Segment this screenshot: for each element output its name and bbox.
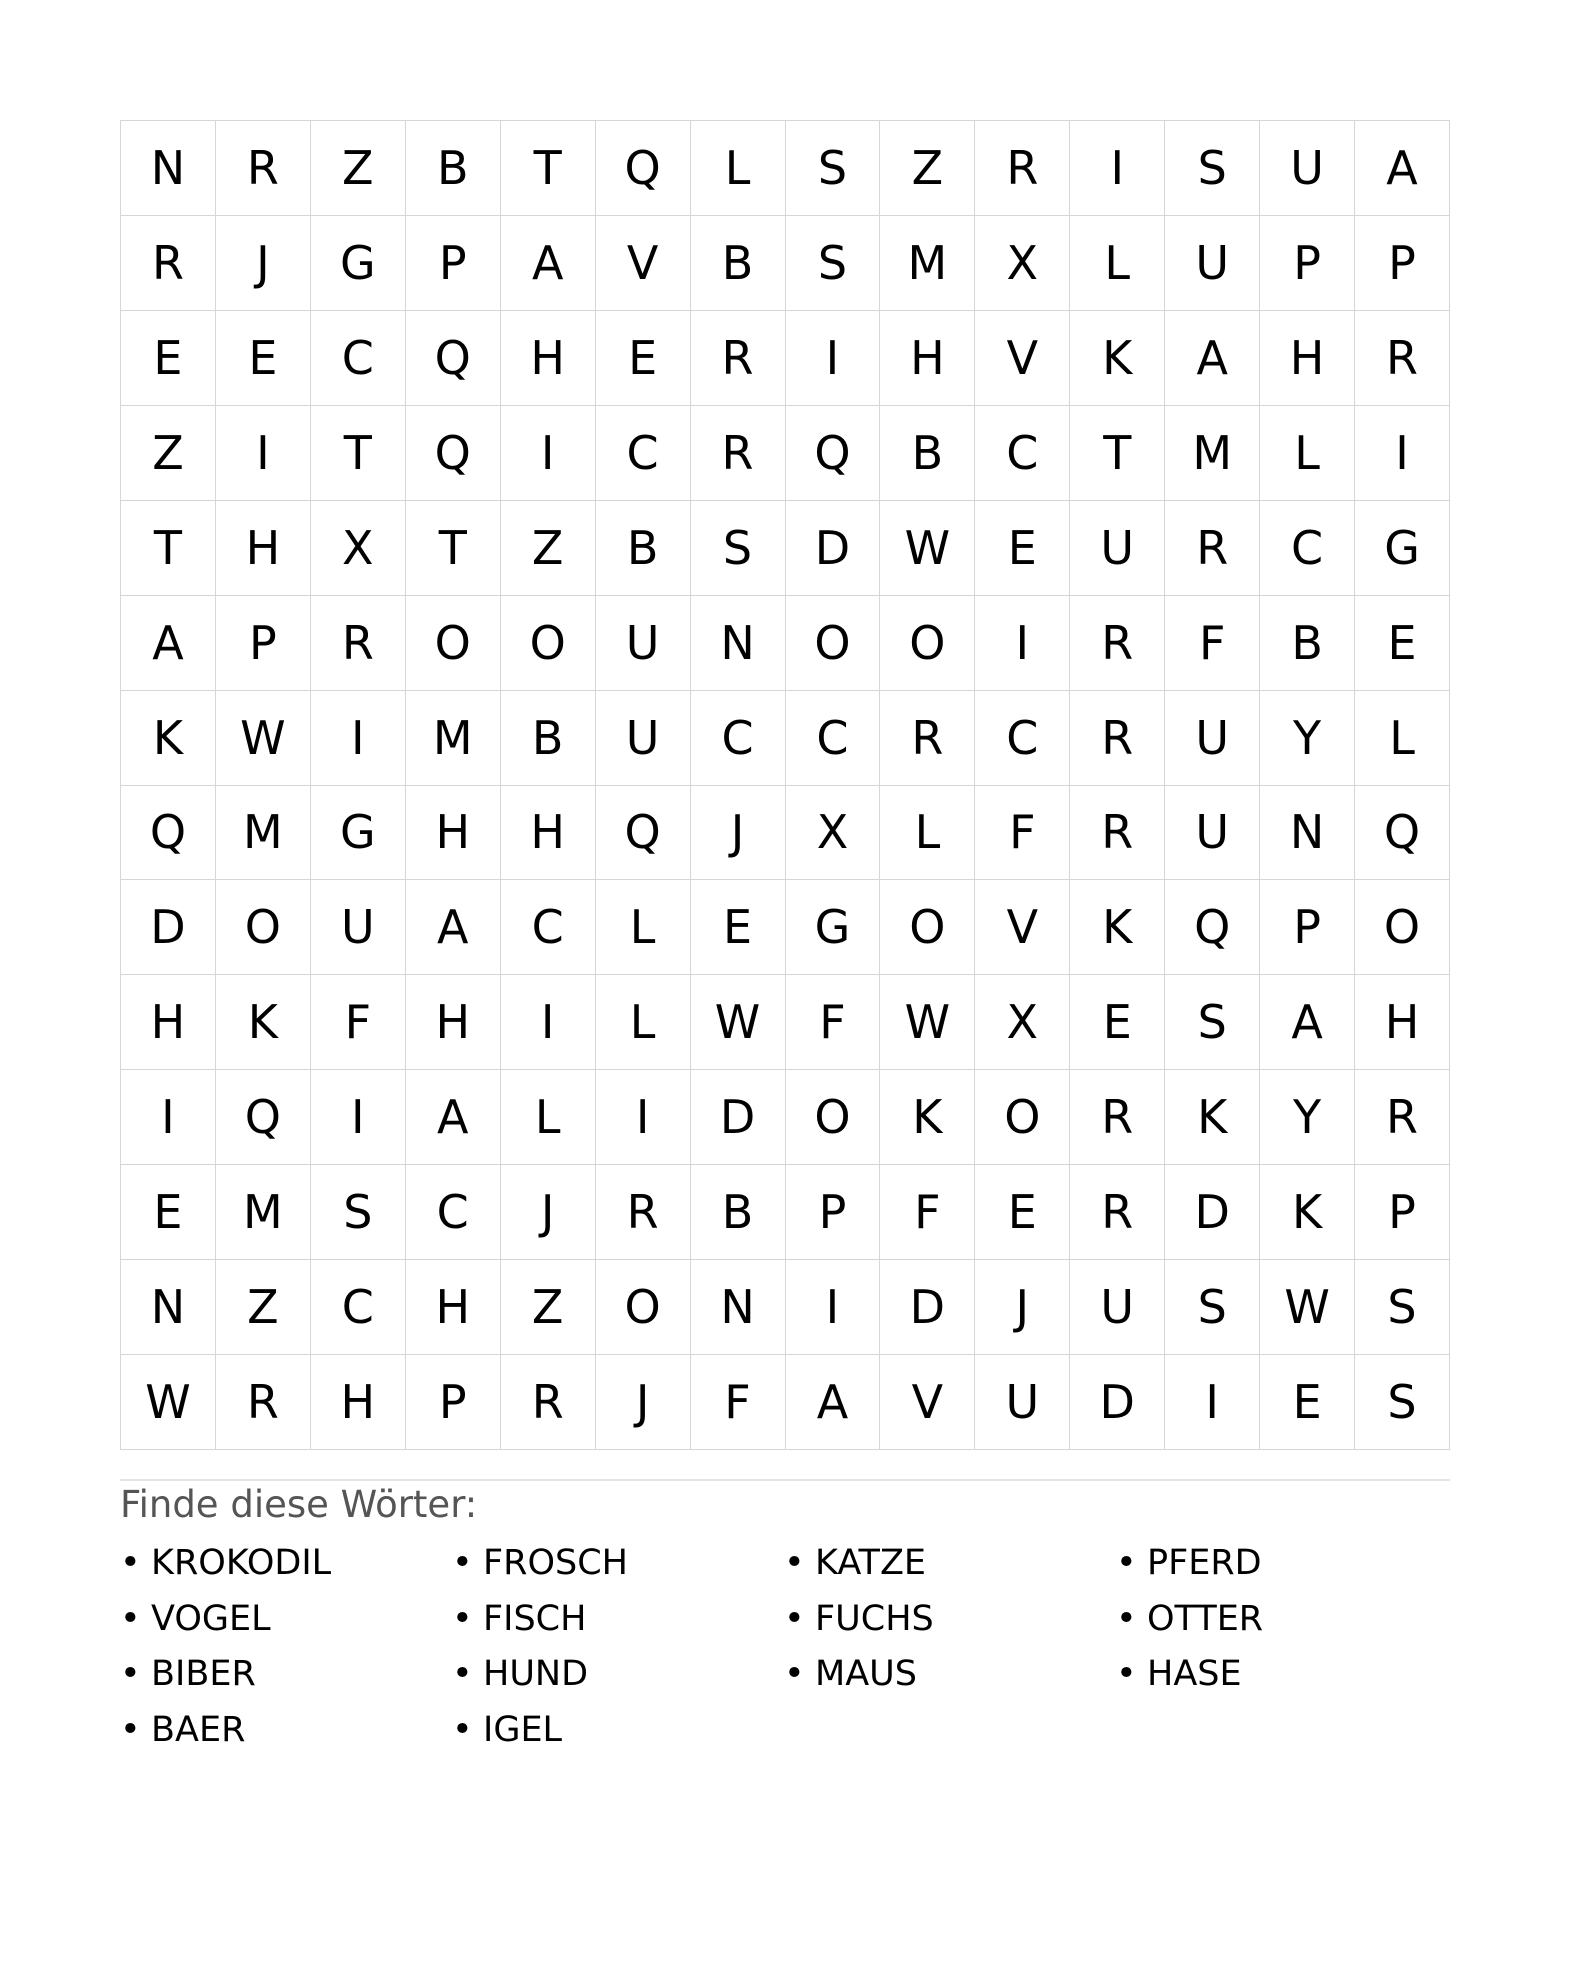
- grid-cell[interactable]: W: [121, 1355, 216, 1450]
- word-list-item: [452, 1707, 784, 1763]
- grid-cell[interactable]: A: [1355, 121, 1450, 216]
- grid-cell[interactable]: U: [1165, 216, 1260, 311]
- grid-cell[interactable]: O: [501, 596, 596, 691]
- grid-cell[interactable]: S: [786, 121, 881, 216]
- grid-cell[interactable]: F: [880, 1165, 975, 1260]
- grid-cell[interactable]: V: [975, 880, 1070, 975]
- grid-cell[interactable]: S: [1165, 1260, 1260, 1355]
- grid-cell[interactable]: Q: [596, 121, 691, 216]
- grid-cell[interactable]: I: [1070, 121, 1165, 216]
- grid-cell[interactable]: H: [501, 311, 596, 406]
- grid-cell[interactable]: I: [121, 1070, 216, 1165]
- grid-cell[interactable]: C: [786, 691, 881, 786]
- grid-cell[interactable]: H: [121, 975, 216, 1070]
- grid-cell[interactable]: W: [880, 975, 975, 1070]
- grid-cell[interactable]: J: [501, 1165, 596, 1260]
- grid-cell[interactable]: E: [596, 311, 691, 406]
- grid-cell[interactable]: Z: [216, 1260, 311, 1355]
- grid-cell[interactable]: X: [975, 216, 1070, 311]
- word-label: BIBER: [151, 1654, 256, 1694]
- grid-cell[interactable]: M: [406, 691, 501, 786]
- grid-cell[interactable]: J: [691, 786, 786, 881]
- bullet-icon: •: [1116, 1654, 1137, 1694]
- grid-cell[interactable]: W: [880, 501, 975, 596]
- grid-cell[interactable]: M: [1165, 406, 1260, 501]
- grid-cell[interactable]: V: [880, 1355, 975, 1450]
- grid-cell[interactable]: F: [786, 975, 881, 1070]
- grid-cell[interactable]: C: [975, 406, 1070, 501]
- grid-cell[interactable]: S: [1165, 975, 1260, 1070]
- word-label: KROKODIL: [151, 1543, 332, 1583]
- grid-cell[interactable]: B: [1260, 596, 1355, 691]
- grid-cell[interactable]: P: [406, 1355, 501, 1450]
- grid-cell[interactable]: E: [1260, 1355, 1355, 1450]
- grid-cell[interactable]: N: [1260, 786, 1355, 881]
- grid-cell[interactable]: L: [1260, 406, 1355, 501]
- grid-cell[interactable]: P: [1355, 1165, 1450, 1260]
- grid-cell[interactable]: W: [216, 691, 311, 786]
- grid-cell[interactable]: R: [1355, 1070, 1450, 1165]
- grid-cell[interactable]: Q: [406, 406, 501, 501]
- grid-cell[interactable]: S: [1355, 1355, 1450, 1450]
- word-list-item: [452, 1651, 784, 1707]
- word-label: IGEL: [483, 1709, 563, 1750]
- grid-cell[interactable]: J: [975, 1260, 1070, 1355]
- grid-cell[interactable]: U: [596, 596, 691, 691]
- grid-cell[interactable]: L: [596, 880, 691, 975]
- word-list-item: [1116, 1540, 1448, 1596]
- grid-cell[interactable]: R: [501, 1355, 596, 1450]
- grid-cell[interactable]: Q: [1355, 786, 1450, 881]
- grid-cell[interactable]: R: [1070, 691, 1165, 786]
- word-label: KATZE: [815, 1543, 927, 1583]
- grid-cell[interactable]: R: [1070, 1165, 1165, 1260]
- grid-cell[interactable]: R: [121, 216, 216, 311]
- grid-cell[interactable]: I: [501, 975, 596, 1070]
- grid-cell[interactable]: C: [975, 691, 1070, 786]
- grid-cell[interactable]: E: [975, 501, 1070, 596]
- grid-cell[interactable]: C: [311, 311, 406, 406]
- grid-cell[interactable]: M: [216, 1165, 311, 1260]
- grid-cell[interactable]: X: [975, 975, 1070, 1070]
- grid-cell[interactable]: F: [1165, 596, 1260, 691]
- grid-cell[interactable]: I: [311, 1070, 406, 1165]
- grid-cell[interactable]: K: [1165, 1070, 1260, 1165]
- bullet-icon: •: [120, 1709, 141, 1750]
- grid-cell[interactable]: K: [1070, 311, 1165, 406]
- grid-cell[interactable]: A: [1260, 975, 1355, 1070]
- word-list-item: [1116, 1651, 1448, 1707]
- grid-cell[interactable]: Y: [1260, 691, 1355, 786]
- grid-cell[interactable]: Q: [406, 311, 501, 406]
- grid-cell[interactable]: O: [596, 1260, 691, 1355]
- grid-cell[interactable]: R: [216, 121, 311, 216]
- word-list-item: [452, 1596, 784, 1652]
- grid-cell[interactable]: H: [406, 786, 501, 881]
- word-list-item: [784, 1596, 1116, 1652]
- grid-cell[interactable]: Z: [501, 501, 596, 596]
- grid-cell[interactable]: I: [596, 1070, 691, 1165]
- word-label: HUND: [483, 1654, 589, 1694]
- grid-cell[interactable]: W: [1260, 1260, 1355, 1355]
- grid-cell[interactable]: I: [501, 406, 596, 501]
- bullet-icon: •: [452, 1654, 473, 1694]
- grid-cell[interactable]: U: [1070, 501, 1165, 596]
- grid-cell[interactable]: R: [311, 596, 406, 691]
- grid-cell[interactable]: T: [406, 501, 501, 596]
- grid-cell[interactable]: F: [975, 786, 1070, 881]
- grid-cell[interactable]: R: [1070, 1070, 1165, 1165]
- grid-cell[interactable]: N: [691, 596, 786, 691]
- grid-cell[interactable]: Q: [596, 786, 691, 881]
- grid-cell[interactable]: E: [121, 1165, 216, 1260]
- grid-cell[interactable]: G: [1355, 501, 1450, 596]
- word-list-item: [120, 1596, 452, 1652]
- grid-cell[interactable]: N: [121, 121, 216, 216]
- grid-cell[interactable]: Q: [121, 786, 216, 881]
- word-search-grid: [120, 120, 1450, 1450]
- grid-cell[interactable]: D: [786, 501, 881, 596]
- word-list-item: [120, 1707, 452, 1763]
- grid-cell[interactable]: O: [786, 1070, 881, 1165]
- word-label: BAER: [151, 1709, 246, 1750]
- grid-cell[interactable]: U: [1260, 121, 1355, 216]
- word-label: FISCH: [483, 1598, 587, 1639]
- grid-cell[interactable]: E: [121, 311, 216, 406]
- grid-cell[interactable]: Y: [1260, 1070, 1355, 1165]
- grid-cell[interactable]: H: [501, 786, 596, 881]
- grid-cell[interactable]: H: [880, 311, 975, 406]
- word-list: [120, 1540, 1450, 1762]
- grid-cell[interactable]: B: [691, 1165, 786, 1260]
- grid-cell[interactable]: G: [311, 786, 406, 881]
- bullet-icon: •: [1116, 1598, 1137, 1639]
- grid-cell[interactable]: L: [1355, 691, 1450, 786]
- grid-cell[interactable]: U: [1165, 691, 1260, 786]
- grid-cell[interactable]: K: [121, 691, 216, 786]
- grid-cell[interactable]: U: [1070, 1260, 1165, 1355]
- grid-cell[interactable]: E: [1070, 975, 1165, 1070]
- grid-cell[interactable]: T: [1070, 406, 1165, 501]
- grid-cell[interactable]: M: [216, 786, 311, 881]
- grid-cell[interactable]: A: [786, 1355, 881, 1450]
- grid-cell[interactable]: Z: [880, 121, 975, 216]
- grid-cell[interactable]: A: [501, 216, 596, 311]
- bullet-icon: •: [784, 1598, 805, 1639]
- grid-cell[interactable]: G: [311, 216, 406, 311]
- grid-cell[interactable]: O: [880, 596, 975, 691]
- grid-cell[interactable]: V: [596, 216, 691, 311]
- grid-cell[interactable]: P: [406, 216, 501, 311]
- grid-cell[interactable]: N: [121, 1260, 216, 1355]
- word-label: HASE: [1147, 1654, 1242, 1694]
- grid-cell[interactable]: H: [406, 975, 501, 1070]
- grid-cell[interactable]: R: [1070, 596, 1165, 691]
- grid-cell[interactable]: H: [1355, 975, 1450, 1070]
- grid-cell[interactable]: L: [691, 121, 786, 216]
- grid-cell[interactable]: P: [786, 1165, 881, 1260]
- grid-cell[interactable]: Q: [216, 1070, 311, 1165]
- word-list-title: Finde diese Wörter:: [120, 1483, 478, 1526]
- grid-cell[interactable]: I: [216, 406, 311, 501]
- grid-cell[interactable]: G: [786, 880, 881, 975]
- grid-cell[interactable]: L: [1070, 216, 1165, 311]
- grid-cell[interactable]: B: [501, 691, 596, 786]
- grid-cell[interactable]: D: [691, 1070, 786, 1165]
- grid-cell[interactable]: I: [786, 311, 881, 406]
- grid-cell[interactable]: V: [975, 311, 1070, 406]
- grid-cell[interactable]: Q: [786, 406, 881, 501]
- grid-cell[interactable]: C: [691, 691, 786, 786]
- grid-cell[interactable]: L: [596, 975, 691, 1070]
- bullet-icon: •: [784, 1543, 805, 1583]
- grid-cell[interactable]: S: [691, 501, 786, 596]
- grid-cell[interactable]: R: [880, 691, 975, 786]
- grid-cell[interactable]: B: [691, 216, 786, 311]
- grid-cell[interactable]: I: [975, 596, 1070, 691]
- grid-cell[interactable]: C: [1260, 501, 1355, 596]
- grid-cell[interactable]: I: [311, 691, 406, 786]
- grid-cell[interactable]: S: [786, 216, 881, 311]
- grid-cell[interactable]: U: [311, 880, 406, 975]
- grid-cell[interactable]: R: [1070, 786, 1165, 881]
- bullet-icon: •: [120, 1598, 141, 1639]
- grid-cell[interactable]: R: [216, 1355, 311, 1450]
- grid-cell[interactable]: R: [691, 406, 786, 501]
- grid-cell[interactable]: D: [880, 1260, 975, 1355]
- grid-cell[interactable]: L: [880, 786, 975, 881]
- word-list-item: [120, 1651, 452, 1707]
- grid-cell[interactable]: P: [1260, 216, 1355, 311]
- grid-cell[interactable]: Z: [311, 121, 406, 216]
- grid-cell[interactable]: Z: [121, 406, 216, 501]
- grid-cell[interactable]: J: [216, 216, 311, 311]
- bullet-icon: •: [452, 1709, 473, 1750]
- grid-cell[interactable]: H: [311, 1355, 406, 1450]
- grid-cell[interactable]: S: [1355, 1260, 1450, 1355]
- grid-cell[interactable]: O: [1355, 880, 1450, 975]
- grid-cell[interactable]: L: [501, 1070, 596, 1165]
- grid-cell[interactable]: D: [1165, 1165, 1260, 1260]
- grid-cell[interactable]: I: [1165, 1355, 1260, 1450]
- bullet-icon: •: [452, 1598, 473, 1639]
- grid-cell[interactable]: H: [406, 1260, 501, 1355]
- grid-cell[interactable]: A: [406, 880, 501, 975]
- grid-cell[interactable]: O: [406, 596, 501, 691]
- grid-cell[interactable]: C: [311, 1260, 406, 1355]
- grid-cell[interactable]: C: [501, 880, 596, 975]
- grid-cell[interactable]: K: [880, 1070, 975, 1165]
- bullet-icon: •: [784, 1654, 805, 1694]
- grid-cell[interactable]: E: [691, 880, 786, 975]
- word-label: OTTER: [1147, 1598, 1264, 1639]
- bullet-icon: •: [1116, 1543, 1137, 1583]
- grid-cell[interactable]: A: [1165, 311, 1260, 406]
- grid-cell[interactable]: J: [596, 1355, 691, 1450]
- word-list-item: [452, 1540, 784, 1596]
- grid-cell[interactable]: Q: [1165, 880, 1260, 975]
- word-list-item: [784, 1540, 1116, 1596]
- grid-cell[interactable]: T: [501, 121, 596, 216]
- grid-cell[interactable]: R: [975, 121, 1070, 216]
- grid-cell[interactable]: C: [406, 1165, 501, 1260]
- grid-cell[interactable]: T: [311, 406, 406, 501]
- word-label: MAUS: [815, 1654, 917, 1694]
- grid-cell[interactable]: R: [1165, 501, 1260, 596]
- grid-cell[interactable]: U: [596, 691, 691, 786]
- grid-cell[interactable]: E: [975, 1165, 1070, 1260]
- grid-cell[interactable]: T: [121, 501, 216, 596]
- grid-cell[interactable]: Z: [501, 1260, 596, 1355]
- word-list-item: [120, 1540, 452, 1596]
- grid-cell[interactable]: K: [1070, 880, 1165, 975]
- grid-cell[interactable]: O: [786, 596, 881, 691]
- grid-cell[interactable]: X: [786, 786, 881, 881]
- grid-cell[interactable]: F: [311, 975, 406, 1070]
- grid-cell[interactable]: A: [121, 596, 216, 691]
- grid-cell[interactable]: K: [1260, 1165, 1355, 1260]
- grid-cell[interactable]: A: [406, 1070, 501, 1165]
- grid-cell[interactable]: B: [880, 406, 975, 501]
- grid-cell[interactable]: I: [1355, 406, 1450, 501]
- grid-cell[interactable]: N: [691, 1260, 786, 1355]
- grid-cell[interactable]: K: [216, 975, 311, 1070]
- grid-cell[interactable]: O: [880, 880, 975, 975]
- grid-cell[interactable]: P: [1260, 880, 1355, 975]
- grid-cell[interactable]: R: [1355, 311, 1450, 406]
- grid-cell[interactable]: M: [880, 216, 975, 311]
- grid-cell[interactable]: X: [311, 501, 406, 596]
- grid-cell[interactable]: D: [1070, 1355, 1165, 1450]
- grid-cell[interactable]: S: [311, 1165, 406, 1260]
- grid-cell[interactable]: R: [596, 1165, 691, 1260]
- grid-cell[interactable]: U: [1165, 786, 1260, 881]
- grid-cell[interactable]: U: [975, 1355, 1070, 1450]
- grid-cell[interactable]: E: [1355, 596, 1450, 691]
- grid-cell[interactable]: F: [691, 1355, 786, 1450]
- grid-cell[interactable]: P: [216, 596, 311, 691]
- grid-cell[interactable]: B: [596, 501, 691, 596]
- grid-cell[interactable]: O: [975, 1070, 1070, 1165]
- word-label: PFERD: [1147, 1543, 1262, 1583]
- grid-cell[interactable]: R: [691, 311, 786, 406]
- grid-cell[interactable]: C: [596, 406, 691, 501]
- word-label: FROSCH: [483, 1543, 628, 1583]
- bullet-icon: •: [452, 1543, 473, 1583]
- grid-cell[interactable]: B: [406, 121, 501, 216]
- grid-cell[interactable]: D: [121, 880, 216, 975]
- word-list-item: [784, 1651, 1116, 1707]
- bullet-icon: •: [120, 1654, 141, 1694]
- grid-cell[interactable]: P: [1355, 216, 1450, 311]
- grid-cell[interactable]: I: [786, 1260, 881, 1355]
- grid-cell[interactable]: E: [216, 311, 311, 406]
- divider: [120, 1479, 1450, 1481]
- word-list-item: [1116, 1596, 1448, 1652]
- grid-cell[interactable]: S: [1165, 121, 1260, 216]
- word-label: VOGEL: [151, 1598, 271, 1639]
- bullet-icon: •: [120, 1543, 141, 1583]
- grid-cell[interactable]: H: [216, 501, 311, 596]
- grid-cell[interactable]: W: [691, 975, 786, 1070]
- grid-cell[interactable]: O: [216, 880, 311, 975]
- grid-cell[interactable]: H: [1260, 311, 1355, 406]
- word-label: FUCHS: [815, 1598, 934, 1639]
